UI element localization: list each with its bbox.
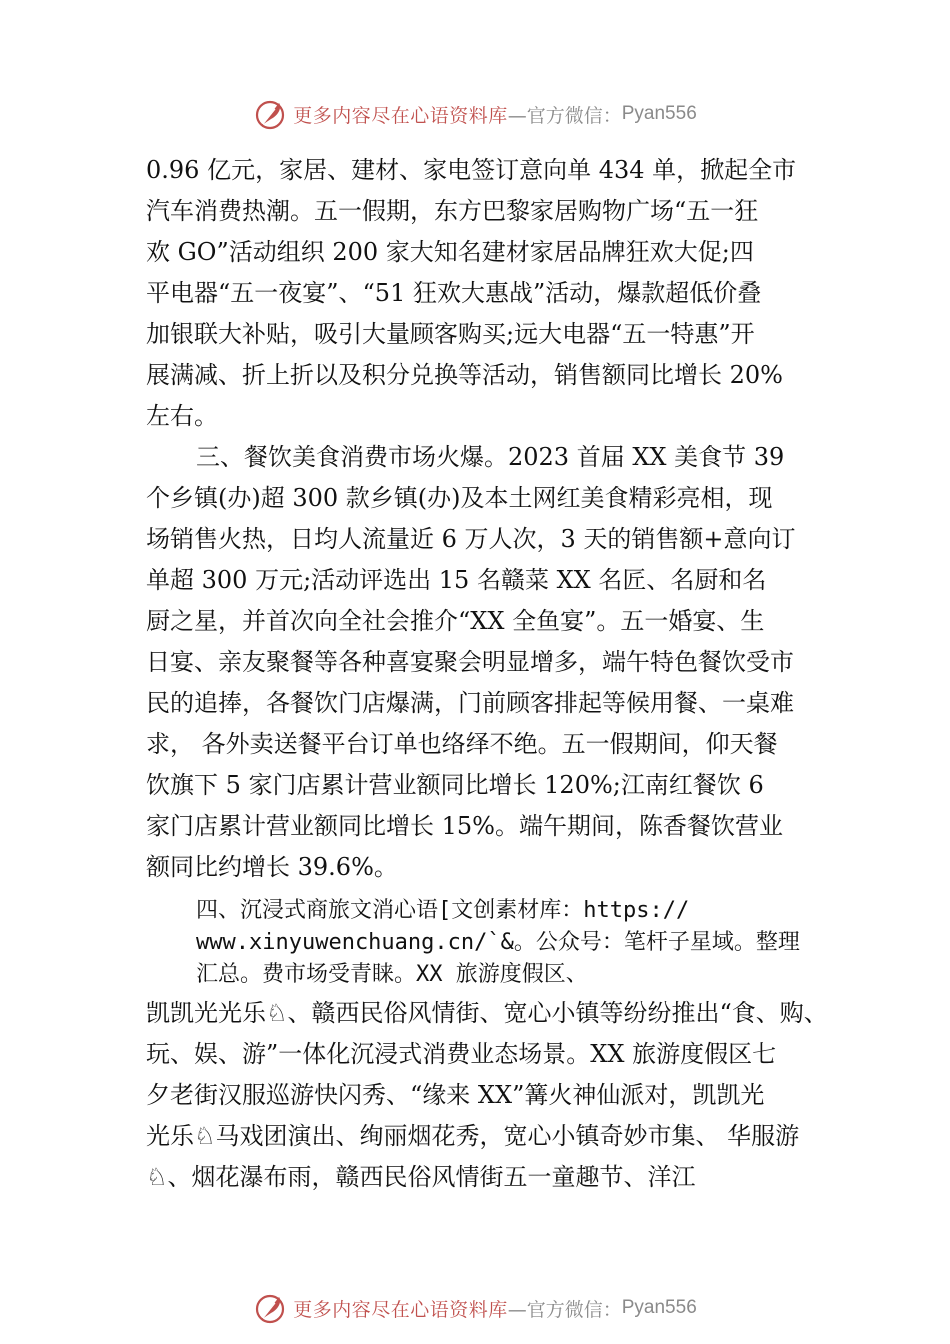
mono-text-line: 汇总。费市场受青睐。XX 旅游度假区、 [196,962,588,987]
feather-logo-icon [253,1291,287,1325]
feather-logo-icon [253,97,287,131]
text-line: 展满减、折上折以及积分兑换等活动，销售额同比增长 20% [146,361,783,389]
text-line: 欢 GO”活动组织 200 家大知名建材家居品牌狂欢大促;四 [146,238,754,266]
text-line: 厨之星，并首次向全社会推介“XX 全鱼宴”。五一婚宴、生 [146,607,765,635]
watermark-dash-text: —官方微信： [507,1298,622,1321]
section-heading-three: 三、餐饮美食消费市场火爆。2023 首届 XX 美食节 39 [196,443,785,471]
text-line: 家门店累计营业额同比增长 15%。端午期间，陈香餐饮营业 [146,812,783,840]
text-line: 凯凯光光乐♘、赣西民俗风情街、宽心小镇等纷纷推出“食、购、 [146,999,828,1027]
text-line: 求， 各外卖送餐平台订单也络绎不绝。五一假期间，仰天餐 [146,730,778,758]
text-line: 0.96 亿元，家居、建材、家电签订意向单 434 单，掀起全市 [146,156,797,184]
watermark-main-text: 更多内容尽在心语资料库 [293,104,508,127]
text-line: 单超 300 万元;活动评选出 15 名赣菜 XX 名匠、名厨和名 [146,566,767,594]
text-line: 平电器“五一夜宴”、“51 狂欢大惠战”活动，爆款超低价叠 [146,279,762,307]
text-line: 饮旗下 5 家门店累计营业额同比增长 120%;江南红餐饮 6 [146,771,764,799]
text-line: 民的追捧，各餐饮门店爆满，门前顾客排起等候用餐、一桌难 [146,689,794,717]
document-body-tail [146,993,828,1198]
footer-watermark [0,1288,950,1328]
mono-text-line: www.xinyuwenchuang.cn/`&。公众号：笔杆子星域。整理 [196,930,800,955]
text-line: 夕老街汉服巡游快闪秀、“缘来 XX”篝火神仙派对，凯凯光 [146,1081,765,1109]
text-line: 日宴、亲友聚餐等各种喜宴聚会明显增多，端午特色餐饮受市 [146,648,794,676]
header-watermark [0,94,950,134]
text-line: 玩、娱、游”一体化沉浸式消费业态场景。XX 旅游度假区七 [146,1040,777,1068]
watermark-main-text: 更多内容尽在心语资料库 [293,1298,508,1321]
text-line: 汽车消费热潮。五一假期，东方巴黎家居购物广场“五一狂 [146,197,759,225]
text-line: ♘、烟花瀑布雨，赣西民俗风情街五一童趣节、洋江 [146,1163,696,1191]
text-line: 额同比约增长 39.6%。 [146,853,398,881]
text-line: 场销售火热，日均人流量近 6 万人次，3 天的销售额+意向订 [146,525,796,553]
watermark-dash-text: —官方微信： [507,104,622,127]
text-line: 左右。 [146,402,218,430]
document-body [146,150,811,888]
text-line: 加银联大补贴，吸引大量顾客购买;远大电器“五一特惠”开 [146,320,755,348]
watermark-wechat-id: Pyan556 [621,1297,697,1318]
section-heading-four: 四、沉浸式商旅文消心语[文创素材库：https:// [196,898,690,923]
watermark-wechat-id: Pyan556 [621,103,697,124]
text-line: 个乡镇(办)超 300 款乡镇(办)及本土网红美食精彩亮相，现 [146,484,773,512]
text-line: 光乐♘马戏团演出、绚丽烟花秀，宽心小镇奇妙市集、 华服游 [146,1122,800,1150]
